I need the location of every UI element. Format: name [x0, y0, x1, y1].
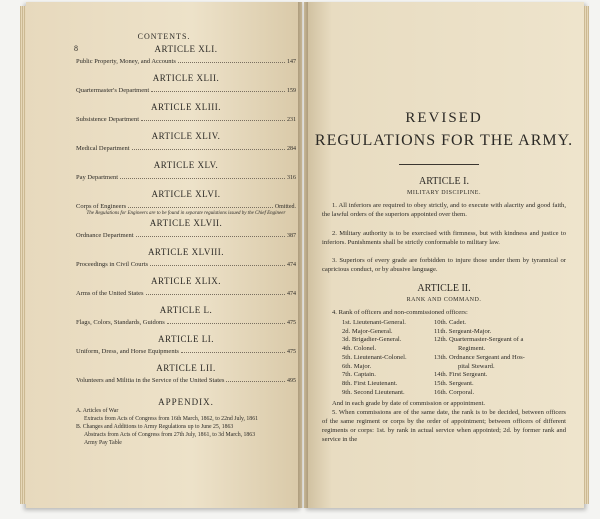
- toc-note: The Regulations for Engineers are to be found in separate regulations issued by the Chief Engineer: [86, 211, 286, 216]
- toc-page: 387: [287, 233, 296, 239]
- appendix-heading: APPENDIX.: [158, 397, 214, 407]
- toc-entry: [76, 216, 296, 245]
- toc-entry: [76, 245, 296, 274]
- toc-page: 147: [287, 59, 296, 65]
- toc-article: ARTICLE XLVIII.: [147, 247, 225, 257]
- toc-entry: [76, 42, 296, 71]
- paragraph: And in each grade by date of commission or appointment.: [332, 400, 486, 407]
- heading-divider: [399, 164, 479, 165]
- article-heading: ARTICLE I.: [419, 176, 469, 187]
- appendix-line: Abstracts from Acts of Congress from 27th July, 1861, to 3d March, 1863: [84, 432, 256, 438]
- toc-article: ARTICLE XLII.: [152, 73, 220, 83]
- toc-page: 495: [287, 378, 296, 384]
- toc-title: Flags, Colors, Standards, Guidons: [76, 319, 165, 326]
- toc-entry: [76, 100, 296, 129]
- rank-row: 6th. Major. pital Steward.: [342, 362, 495, 370]
- paragraph: 3. Superiors of every grade are forbidden to injure those under them by tyrannical or capricious conduct, or by abusive language.: [322, 257, 566, 273]
- toc-article: ARTICLE XLI.: [154, 44, 218, 54]
- paragraph: 2. Military authority is to be exercised with firmness, but with kindness and justice to inferiors. Punishments shall be strictly conformable to military law.: [322, 230, 566, 246]
- toc-article: ARTICLE XLIX.: [151, 276, 221, 286]
- toc-page: 475: [287, 320, 296, 326]
- appendix-line: Army Pay Table: [84, 440, 122, 446]
- toc-title: Ordnance Department: [76, 232, 134, 239]
- toc-title: Volunteers and Militia in the Service of the United States: [76, 377, 225, 384]
- toc-title: Subsistence Department: [76, 116, 139, 123]
- paragraph: 4. Rank of officers and non-commissioned officers:: [332, 309, 468, 316]
- book-gutter: [298, 2, 308, 508]
- paragraph: 1. All inferiors are required to obey strictly, and to execute with alacrity and good faith, the lawful orders of the superiors appointed over them.: [322, 202, 566, 218]
- toc-page: 284: [287, 146, 296, 152]
- toc-title: Quartermaster's Department: [76, 87, 150, 94]
- toc-title: Proceedings in Civil Courts: [76, 261, 149, 268]
- open-book: [26, 2, 584, 508]
- toc-article: ARTICLE XLIII.: [151, 102, 221, 112]
- toc-title: Public Property, Money, and Accounts: [76, 58, 176, 65]
- contents-heading: CONTENTS.: [137, 32, 191, 41]
- toc-entry: [76, 158, 296, 187]
- toc-entry: [76, 332, 296, 361]
- toc-entry: [76, 361, 296, 390]
- rank-row: 5th. Lieutenant-Colonel. 13th. Ordnance Sergeant and Hos-: [342, 353, 525, 361]
- appendix-line: B. Changes and Additions to Army Regulations up to June 25, 1863: [76, 424, 234, 430]
- toc-title: Uniform, Dress, and Horse Equipments: [76, 348, 179, 355]
- toc-page: 231: [287, 117, 296, 123]
- regulations-heading: REGULATIONS FOR THE ARMY.: [314, 132, 574, 149]
- toc-page: 159: [287, 88, 296, 94]
- table-of-contents: [76, 42, 296, 390]
- toc-title: Pay Department: [76, 174, 119, 181]
- toc-article: ARTICLE XLVI.: [151, 189, 221, 199]
- rank-row: 4th. Colonel. Regiment.: [342, 345, 486, 353]
- article-subheading: MILITARY DISCIPLINE.: [407, 190, 481, 196]
- toc-title: Arms of the United States: [76, 290, 144, 297]
- toc-article: ARTICLE XLIV.: [151, 131, 221, 141]
- revised-heading: REVISED: [405, 110, 483, 126]
- toc-title: Corps of Engineers: [76, 203, 127, 210]
- rank-row: 9th. Second Lieutenant. 16th. Corporal.: [342, 388, 475, 396]
- rank-row: 1st. Lieutenant-General. 10th. Cadet.: [342, 319, 467, 326]
- toc-entry: [76, 187, 296, 216]
- toc-article: ARTICLE LI.: [158, 334, 214, 344]
- rank-row: 7th. Captain. 14th. First Sergeant.: [342, 371, 488, 379]
- toc-page: 474: [287, 291, 296, 297]
- toc-page: 316: [287, 175, 296, 181]
- toc-title: Medical Department: [76, 145, 130, 152]
- page-number: 8: [74, 44, 78, 53]
- appendix-line: Extracts from Acts of Congress from 16th March, 1862, to 22nd July, 1861: [84, 416, 258, 422]
- rank-list: [342, 319, 566, 397]
- toc-entry: [76, 71, 296, 100]
- toc-entry: [76, 303, 296, 332]
- toc-entry: [76, 274, 296, 303]
- article-subheading: RANK AND COMMAND.: [406, 297, 482, 303]
- toc-entry: [76, 129, 296, 158]
- paragraph: 5. When commissions are of the same date, the rank is to be decided, between officers of the same regiment or corps by the order of appointment; between officers of different regiments or corps: 1st. by rank in actual service when appointed; 2d. by former rank and service in the: [322, 409, 566, 443]
- toc-page: Omitted.: [274, 204, 296, 210]
- toc-page: 474: [287, 262, 296, 268]
- rank-row: 3d. Brigadier-General. 12th. Quartermaster-Sergeant of a: [342, 336, 524, 344]
- toc-article: ARTICLE XLV.: [153, 160, 219, 170]
- toc-page: 475: [287, 349, 296, 355]
- article-heading: ARTICLE II.: [417, 283, 471, 294]
- appendix-line: A. Articles of War: [76, 408, 119, 414]
- toc-article: ARTICLE XLVII.: [149, 218, 223, 228]
- toc-article: ARTICLE LII.: [156, 363, 216, 373]
- appendix-section: [76, 397, 296, 447]
- toc-article: ARTICLE L.: [159, 305, 213, 315]
- rank-row: 8th. First Lieutenant. 15th. Sergeant.: [342, 379, 474, 387]
- rank-row: 2d. Major-General. 11th. Sergeant-Major.: [342, 327, 492, 335]
